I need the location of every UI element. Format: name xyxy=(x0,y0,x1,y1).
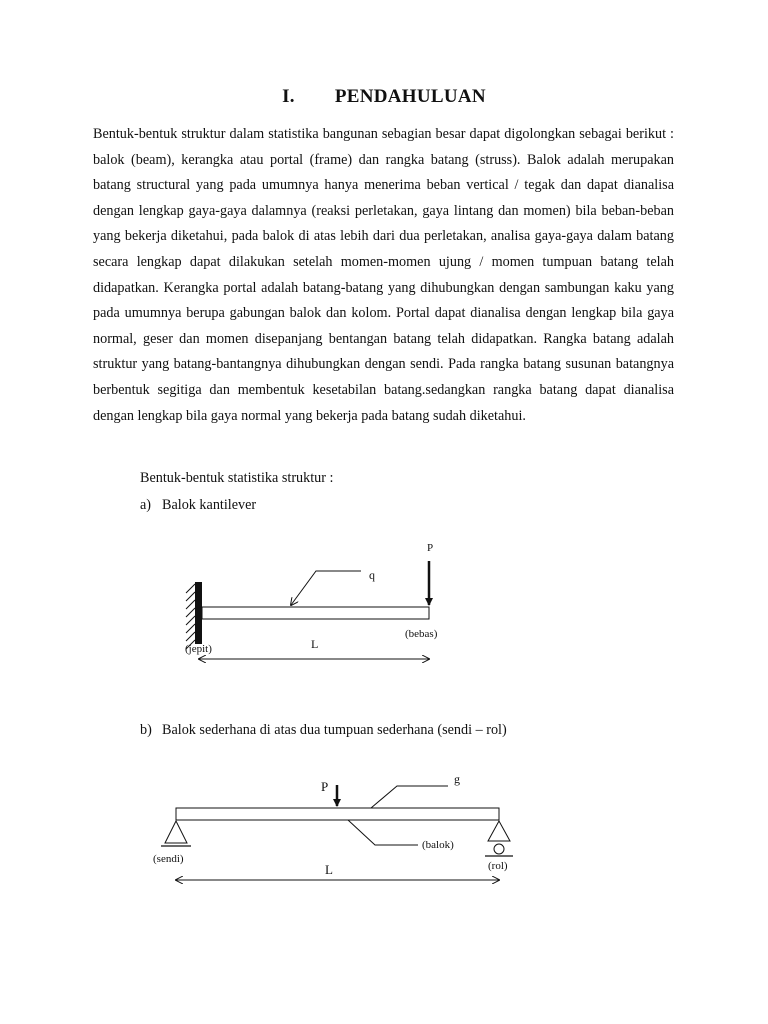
fixed-end-label: (jepit) xyxy=(185,643,212,655)
item-label: b) xyxy=(140,722,152,738)
span-label: L xyxy=(325,862,333,877)
section-title: PENDAHULUAN xyxy=(334,86,486,107)
point-load-label: P xyxy=(321,779,329,794)
item-label: a) xyxy=(140,497,152,513)
beam-label: (balok) xyxy=(422,839,454,851)
pin-support-label: (sendi) xyxy=(153,853,184,865)
simple-beam-diagram xyxy=(153,772,513,880)
wall-hatching xyxy=(186,584,195,649)
free-end-label: (bebas) xyxy=(405,628,438,640)
roller-support-label: (rol) xyxy=(488,860,508,872)
pin-support xyxy=(165,821,187,843)
distributed-load-leader xyxy=(371,786,448,808)
beam-leader xyxy=(348,820,418,845)
item-text: Balok kantilever xyxy=(162,497,257,513)
point-load-label: P xyxy=(427,542,434,554)
forms-heading: Bentuk-bentuk statistika struktur : xyxy=(140,470,334,486)
distributed-load-label: q xyxy=(369,568,375,582)
roller-support xyxy=(488,821,510,841)
roller-wheel xyxy=(494,844,504,854)
simple-beam xyxy=(176,808,499,820)
span-label: L xyxy=(311,637,319,651)
cantilever-beam xyxy=(202,607,429,619)
distributed-load-leader xyxy=(291,571,361,605)
fixed-wall xyxy=(195,582,202,644)
item-text: Balok sederhana di atas dua tumpuan sederhana (sendi – rol) xyxy=(162,722,507,738)
section-number: I. xyxy=(282,86,295,107)
intro-paragraph: Bentuk-bentuk struktur dalam statistika bangunan sebagian besar dapat digolongkan sebagai berikut : balok (beam), kerangka atau portal (frame) dan rangka batang (struss). Balok adalah merupakan batang structural yang pada umumnya hanya menerima beban vertical / tegak dan dapat dianalisa dengan lengkap gaya-gaya dalamnya (reaksi perletakan, gaya lintang dan momen) bila beban-beban yang bekerja diketahui, pada balok di atas lebih dari dua perletakan, analisa gaya-gaya dalam batang secara lengkap dapat dilakukan setelah momen-momen ujung / momen tumpuan batang telah didapatkan. Kerangka portal adalah batang-batang yang dihubungkan dengan sambungan kaku yang pada umumnya berupa gabungan balok dan kolom. Portal dapat dianalisa dengan lengkap bila gaya normal, geser dan momen disepanjang bentangan batang telah didapatkan. Rangka batang adalah struktur yang batang-bantangnya dihubungkan dengan sendi. Pada rangka batang susunan batangnya berbentuk segitiga dan membentuk kesetabilan batang.sedangkan rangka batang dapat dianalisa dengan lengkap bila gaya normal yang bekerja pada batang sudah diketahui. xyxy=(93,126,674,424)
distributed-load-label: g xyxy=(454,772,460,786)
cantilever-diagram xyxy=(185,542,438,659)
